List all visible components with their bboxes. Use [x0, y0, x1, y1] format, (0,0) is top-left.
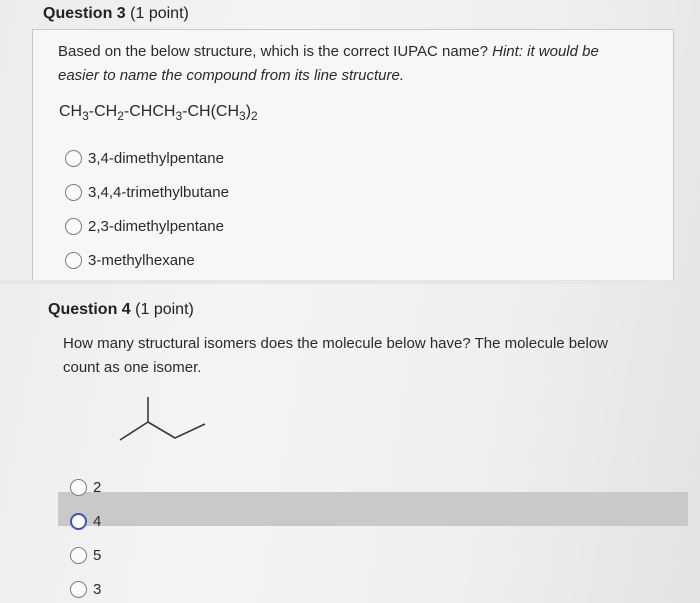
hovered-option-highlight: [58, 492, 688, 526]
option-label: 3,4,4-trimethylbutane: [88, 184, 229, 201]
radio-button[interactable]: [65, 150, 82, 167]
question-4-points: (1 point): [135, 301, 194, 318]
question-4-option-3[interactable]: [70, 547, 101, 564]
formula-subscript: 2: [117, 109, 124, 123]
molecule-line-structure-icon: [115, 394, 215, 444]
question-4-label: Question 4: [48, 301, 131, 318]
option-label: 5: [93, 547, 102, 564]
question-3-hint-line2: easier to name the compound from its line structure.: [58, 67, 404, 84]
formula-part: -CH(CH: [182, 103, 240, 120]
option-label: 4: [93, 513, 102, 530]
question-3-option-1[interactable]: [65, 150, 224, 167]
radio-button[interactable]: [70, 547, 87, 564]
formula-subscript: 3: [175, 109, 183, 123]
radio-button[interactable]: [70, 479, 87, 496]
question-3-prompt-text: Based on the below structure, which is the correct IUPAC name?: [58, 43, 488, 60]
radio-button[interactable]: [70, 581, 87, 598]
formula-part: CH: [59, 103, 83, 120]
formula-subscript: 3: [82, 109, 89, 123]
question-3-title: [43, 5, 189, 23]
radio-button[interactable]: [65, 184, 82, 201]
question-3-option-2[interactable]: [65, 184, 229, 201]
formula-subscript: 3: [239, 109, 246, 123]
question-3-label: Question 3: [43, 5, 126, 22]
option-label: 3,4-dimethylpentane: [88, 150, 224, 167]
formula-part: ): [245, 103, 252, 120]
question-3-hint-line1: Hint: it would be: [492, 43, 599, 60]
question-3-formula: [59, 103, 258, 123]
radio-button-focused[interactable]: [70, 513, 87, 530]
question-4-prompt-line2: count as one isomer.: [63, 359, 202, 376]
option-label: 3-methylhexane: [88, 252, 195, 269]
formula-part: -CHCH: [123, 103, 176, 120]
radio-button[interactable]: [65, 218, 82, 235]
formula-subscript: 2: [251, 109, 258, 123]
question-4-prompt-line1: How many structural isomers does the molecule below have? The molecule below: [63, 335, 608, 352]
question-3-prompt: [58, 39, 599, 64]
question-3-option-3[interactable]: [65, 218, 224, 235]
section-divider: [0, 280, 700, 284]
radio-button[interactable]: [65, 252, 82, 269]
question-4-option-4[interactable]: [70, 581, 101, 598]
option-label: 2,3-dimethylpentane: [88, 218, 224, 235]
question-4-option-2[interactable]: [70, 513, 101, 530]
option-label: 2: [93, 479, 102, 496]
option-label: 3: [93, 581, 102, 598]
question-3-option-4[interactable]: [65, 252, 195, 269]
formula-part: -CH: [88, 103, 118, 120]
question-4-title: [48, 301, 194, 319]
question-4-option-1[interactable]: [70, 479, 101, 496]
question-3-points: (1 point): [130, 5, 189, 22]
